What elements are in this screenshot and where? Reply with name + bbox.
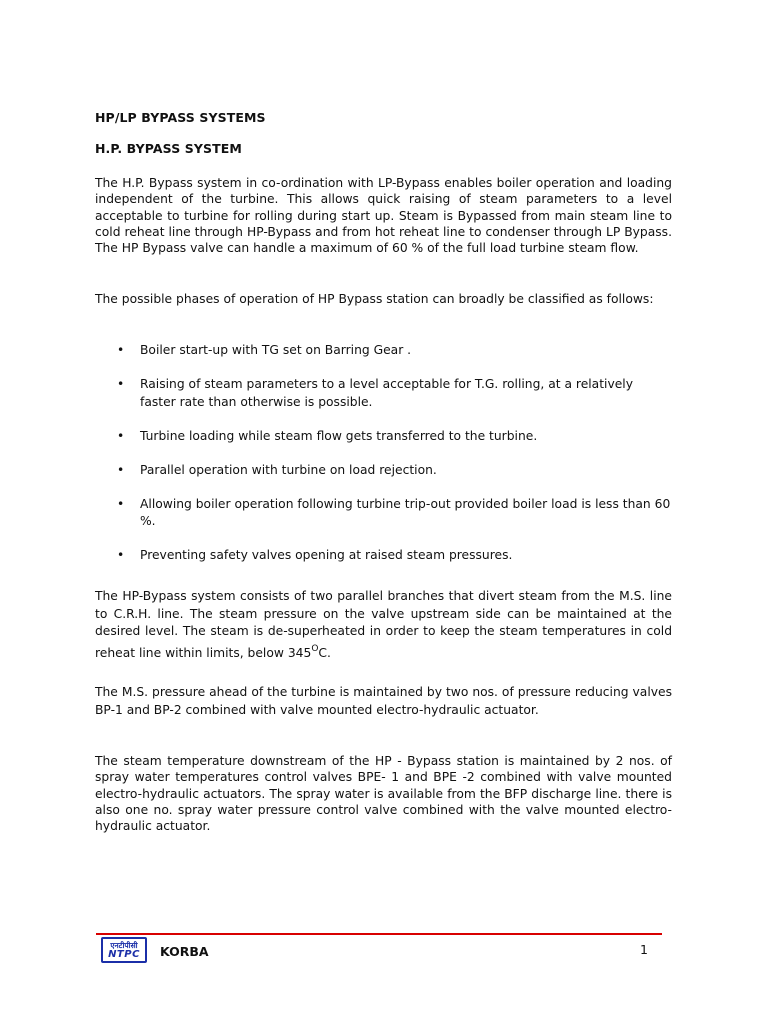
paragraph-branches: The HP-Bypass system consists of two parallel branches that divert steam from the M.S. line to C.R.H. line. The steam pressure on the valve upstream side can be maintained at the desired level. The steam is de-superheated in order to keep the steam temperatures in cold reheat line within limits, below $345^OC$. — [95, 589, 672, 660]
section-heading: H.P. BYPASS SYSTEM — [95, 141, 242, 156]
list-item: • Boiler start-up with TG set on Barring Gear . — [95, 342, 672, 360]
list-item: • Turbine loading while steam flow gets transferred to the turbine. — [95, 428, 672, 446]
ntpc-logo: एनटीपीसी NTPC — [101, 937, 147, 963]
list-item: • Allowing boiler operation following turbine trip-out provided boiler load is less than 60 %. — [117, 496, 671, 529]
paragraph-ms-pressure: The M.S. pressure ahead of the turbine is maintained by two nos. of pressure reducing valves BP-1 and BP-2 combined with valve mounted electro-hydraulic actuator. — [95, 685, 672, 717]
bullet-icon: • — [117, 548, 125, 563]
degree-sup: O — [311, 643, 319, 654]
bullet-icon: • — [117, 428, 125, 443]
bullet-icon: • — [117, 496, 125, 511]
bullet-icon: • — [117, 377, 125, 392]
footer-divider — [96, 933, 662, 935]
list-item: • Parallel operation with turbine on load rejection. — [95, 462, 672, 480]
bullet-icon: • — [117, 343, 125, 357]
document-title: HP/LP BYPASS SYSTEMS — [95, 110, 266, 125]
list-item: • Raising of steam parameters to a level acceptable for T.G. rolling, at a relatively faster rate than otherwise is possible. — [117, 377, 633, 409]
page-number: 1 — [640, 942, 648, 957]
footer-location: KORBA — [160, 944, 209, 959]
bullet-icon: • — [117, 462, 125, 477]
paragraph-steam-temperature: The steam temperature downstream of the HP - Bypass station is maintained by 2 nos. of spray water temperatures control valves BPE- 1 and BPE -2 combined with valve mounted electro-hydraulic actuators. The spray water is available from the BFP discharge line. there is also one no. spray water pressure control valve combined with the valve mounted electro-hydraulic actuator. — [95, 754, 672, 834]
list-item: • Preventing safety valves opening at raised steam pressures. — [95, 547, 672, 565]
paragraph-phases-intro: The possible phases of operation of HP Bypass station can broadly be classified as follows: — [95, 292, 654, 306]
phases-list — [95, 342, 672, 582]
paragraph-intro: The H.P. Bypass system in co-ordination with LP-Bypass enables boiler operation and loading independent of the turbine. This allows quick raising of steam parameters to a level acceptable to turbine for rolling during start up. Steam is Bypassed from main steam line to cold reheat line through HP-Bypass and from hot reheat line to condenser through LP Bypass. The HP Bypass valve can handle a maximum of 60 % of the full load turbine steam flow. — [95, 176, 672, 256]
